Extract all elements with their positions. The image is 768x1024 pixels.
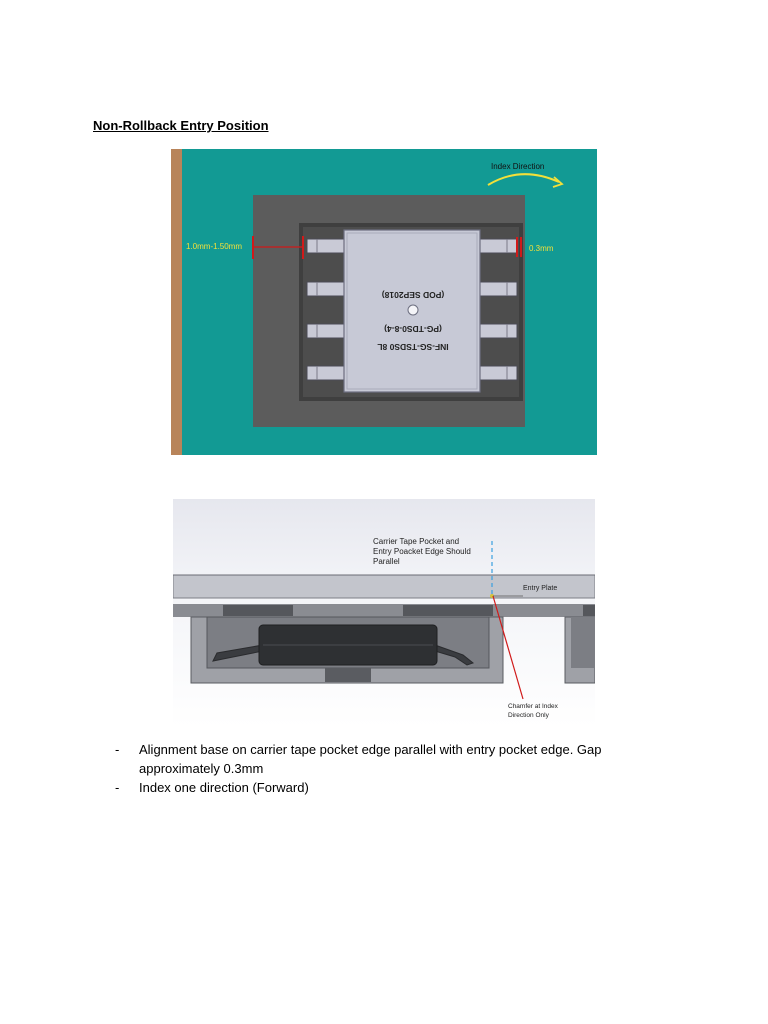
list-marker: - <box>115 742 120 757</box>
pin1-dot <box>408 305 418 315</box>
chamfer-note-line2: Direction Only <box>508 712 549 719</box>
chamfer-note-line1: Chamfer at Index <box>508 703 558 710</box>
lead <box>479 366 517 380</box>
lead <box>479 239 517 253</box>
list-item-text: Alignment base on carrier tape pocket edge parallel with entry pocket edge. Gap approximately 0.3mm <box>139 742 602 776</box>
list-item-text: Index one direction (Forward) <box>139 780 309 795</box>
parallel-note-line2: Entry Poacket Edge Should <box>373 547 471 556</box>
notes-list <box>115 740 635 797</box>
list-item <box>115 778 635 797</box>
lead <box>479 282 517 296</box>
chip-marking-line1: (POD SEP2018) <box>381 290 445 300</box>
right-gap-label: 0.3mm <box>529 244 554 253</box>
lead <box>307 366 345 380</box>
list-marker: - <box>115 780 120 795</box>
lead <box>307 324 345 338</box>
entry-plate-side-view <box>173 499 595 727</box>
index-direction-label: Index Direction <box>491 162 545 171</box>
left-gap-label: 1.0mm-1.50mm <box>186 242 243 251</box>
entry-position-top-view <box>171 149 597 455</box>
page-heading: Non-Rollback Entry Position <box>93 118 269 133</box>
parallel-note-line3: Parallel <box>373 557 400 566</box>
list-item <box>115 740 635 778</box>
parallel-note-line1: Carrier Tape Pocket and <box>373 537 460 546</box>
lead <box>307 239 345 253</box>
chip-marking-line2: (PG-TDS0-8-4) <box>384 324 442 334</box>
entry-plate-label: Entry Plate <box>523 585 558 592</box>
lead <box>479 324 517 338</box>
lead <box>307 282 345 296</box>
guide-rail <box>171 149 182 455</box>
chip-marking-line3: INF-SG-TSDS0 8L <box>377 342 449 352</box>
